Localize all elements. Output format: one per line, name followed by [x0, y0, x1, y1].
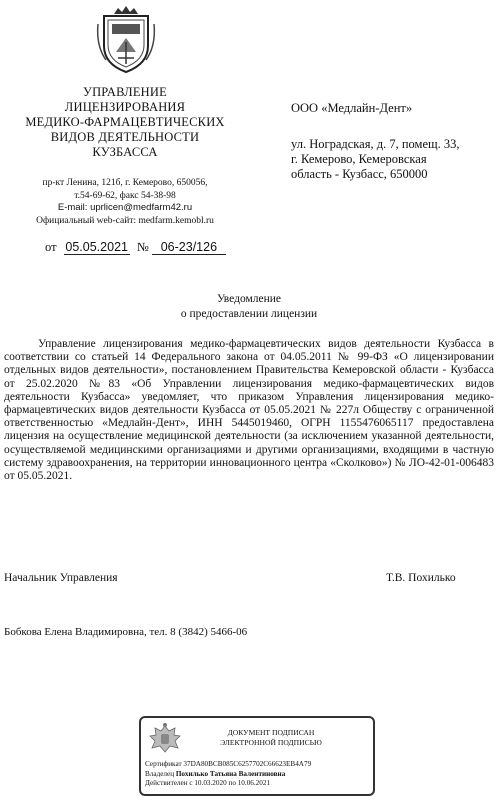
org-name-block	[14, 85, 236, 160]
date-prefix: от	[45, 240, 57, 254]
stamp-owner-label: Владелец	[145, 769, 175, 778]
stamp-validity: Действителен с 10.03.2020 по 10.06.2021	[145, 779, 271, 788]
notice-body	[4, 338, 494, 483]
stamp-header-line: ДОКУМЕНТ ПОДПИСАН	[227, 728, 315, 737]
number-prefix: №	[136, 240, 149, 254]
russia-emblem-icon	[148, 722, 182, 756]
stamp-owner	[145, 770, 371, 780]
stamp-certificate: Сертификат 37DA80BCB085C6257702C66623EB4A79	[145, 760, 312, 768]
signature-position: Начальник Управления	[4, 572, 118, 584]
executor-contact: Бобкова Елена Владимировна, тел. 8 (3842) 5466-06	[4, 626, 248, 638]
contact-address: пр-кт Ленина, 121б, г. Кемерово, 650056,	[42, 178, 208, 188]
recipient-address-line: ул. Ноградская, д. 7, помещ. 33,	[291, 137, 460, 151]
doc-number: 06-23/126	[152, 240, 226, 255]
signature-name: Т.В. Похилько	[386, 572, 456, 584]
org-line: КУЗБАССА	[92, 145, 158, 159]
org-line: УПРАВЛЕНИЕ	[83, 85, 167, 99]
title-line-2: о предоставлении лицензии	[180, 308, 318, 320]
org-line: ВИДОВ ДЕЯТЕЛЬНОСТИ	[50, 130, 200, 144]
stamp-header-line: ЭЛЕКТРОННОЙ ПОДПИСЬЮ	[220, 737, 322, 747]
stamp-header	[191, 728, 351, 747]
title-line-1: Уведомление	[216, 293, 282, 305]
contact-website: Официальный web-сайт: medfarm.kemobl.ru	[36, 215, 214, 226]
org-line: ЛИЦЕНЗИРОВАНИЯ	[64, 100, 186, 114]
recipient-block	[291, 101, 491, 182]
e-signature-stamp	[139, 716, 375, 796]
doc-date: 05.05.2021	[65, 240, 128, 254]
org-contacts	[14, 177, 236, 227]
recipient-address-line: область - Кузбасс, 650000	[291, 167, 428, 181]
contact-email: E-mail: uprlicen@medfarm42.ru	[57, 202, 193, 213]
doc-date-number	[45, 240, 226, 255]
recipient-name: ООО «Медлайн-Дент»	[291, 101, 413, 115]
recipient-address-line: г. Кемерово, Кемеровская	[291, 152, 427, 166]
kuzbass-emblem-icon	[96, 6, 156, 74]
stamp-details	[145, 760, 371, 789]
notice-title	[0, 292, 498, 322]
body-paragraph: Управление лицензирования медико-фармацевтических видов деятельности Кузбасса в соответствии со статьей 14 Федерального закона от 04.05.2011 № 99-ФЗ «О лицензировании отдельных видов деятельности», постановлением Правительства Кемеровской области - Кузбасса от 25.02.2020 №83 «Об Управлении лицензирования медико-фармацевтических видов деятельности Кузбасса» уведомляет, что приказом Управления лицензирования медико-фармацевтических видов деятельности Кузбасса от 05.05.2021 № 227л Обществу с ограниченной ответственностью «Медлайн-Дент», ИНН 5445019460, ОГРН 1155476065117 предоставлена лицензия на осуществление медицинской деятельности (за исключением указанной деятельности, осуществляемой медицинскими организациями и другими организациями, входящими в частную систему здравоохранения, на территории инновационного центра «Сколково») № ЛО-42-01-006483 от 05.05.2021.	[4, 338, 494, 483]
contact-phone: т.54-69-62, факс 54-38-98	[74, 190, 176, 201]
org-line: МЕДИКО-ФАРМАЦЕВТИЧЕСКИХ	[25, 115, 225, 129]
stamp-owner-name: Похилько Татьяна Валентиновна	[175, 769, 286, 778]
